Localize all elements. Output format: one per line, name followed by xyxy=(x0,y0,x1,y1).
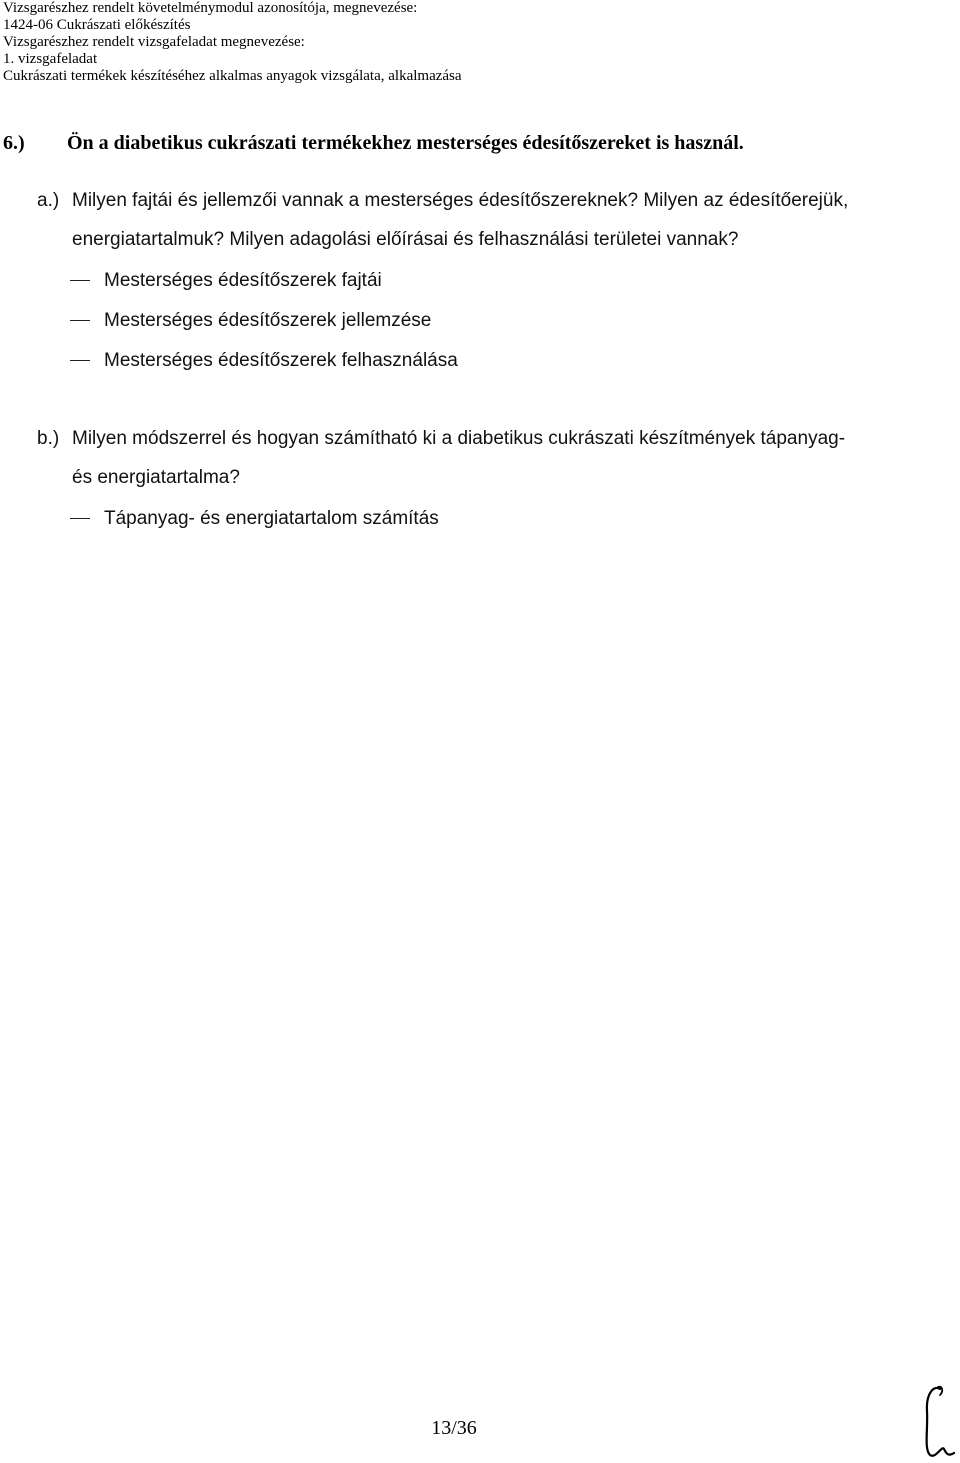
part-b-question-line-2: és energiatartalma? xyxy=(72,467,240,488)
bullet-dash xyxy=(70,360,90,361)
header-module-name: 1424-06 Cukrászati előkészítés xyxy=(3,17,191,33)
header-task-number: 1. vizsgafeladat xyxy=(3,51,98,67)
part-a-bullet: Mesterséges édesítőszerek jellemzése xyxy=(104,310,432,331)
document-header xyxy=(3,0,462,85)
part-a-question-line-2: energiatartalmuk? Milyen adagolási előírásai és felhasználási területei vannak? xyxy=(72,229,739,250)
part-a-bullet: Mesterséges édesítőszerek felhasználása xyxy=(104,350,458,371)
bullet-dash xyxy=(70,518,90,519)
part-b-label: b.) xyxy=(37,428,60,449)
page-number: 13/36 xyxy=(431,1417,477,1439)
part-a-bullet: Mesterséges édesítőszerek fajtái xyxy=(104,270,382,291)
part-a-label: a.) xyxy=(37,190,60,211)
question-number: 6.) xyxy=(3,132,25,154)
signature-mark xyxy=(920,1383,958,1459)
header-task-name: Cukrászati termékek készítéséhez alkalmas anyagok vizsgálata, alkalmazása xyxy=(3,68,462,84)
question-text: Ön a diabetikus cukrászati termékekhez mesterséges édesítőszereket is használ. xyxy=(67,132,744,154)
part-b-question-line-1: Milyen módszerrel és hogyan számítható ki a diabetikus cukrászati készítmények tápanyag- xyxy=(72,428,846,449)
bullet-dash xyxy=(70,280,90,281)
question-title xyxy=(3,132,744,155)
header-task-label: Vizsgarészhez rendelt vizsgafeladat megnevezése: xyxy=(3,34,305,50)
bullet-dash xyxy=(70,320,90,321)
part-b-bullet: Tápanyag- és energiatartalom számítás xyxy=(104,508,439,529)
part-a-question-line-1: Milyen fajtái és jellemzői vannak a mesterséges édesítőszereknek? Milyen az édesítőerejük, xyxy=(72,190,849,211)
header-module-label: Vizsgarészhez rendelt követelménymodul azonosítója, megnevezése: xyxy=(3,0,418,16)
